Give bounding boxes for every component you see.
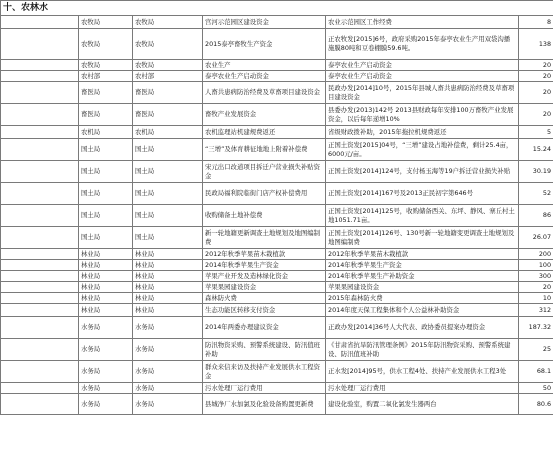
table-row bbox=[1, 271, 553, 282]
unit-cell: 水务局 bbox=[133, 339, 203, 361]
blank-cell bbox=[1, 304, 79, 317]
blank-cell bbox=[1, 260, 79, 271]
amount-cell: 86 bbox=[519, 205, 553, 227]
basis-cell: 《甘肃省抗旱防汛管理条例》2015年防汛物资采购、预警系统建设、防汛值班补助 bbox=[326, 339, 519, 361]
basis-cell: 2012年秋季苹果苗木栽植款 bbox=[326, 249, 519, 260]
table-row bbox=[1, 104, 553, 126]
unit-cell: 林业局 bbox=[133, 282, 203, 293]
amount-cell: 20 bbox=[519, 82, 553, 104]
project-name-cell: 宋元出口改道项目拆迁户营业损失补贴资金 bbox=[203, 161, 326, 183]
unit-cell: 水务局 bbox=[133, 383, 203, 394]
basis-cell: 县委办发(2013)142号 2013县财政每年安排100万畜牧产业发展资金，以后每年递增10% bbox=[326, 104, 519, 126]
table-row bbox=[1, 249, 553, 260]
basis-cell: 正国土资发[2014]124号，支付杨玉海等19户拆迁营业损失补贴 bbox=[326, 161, 519, 183]
table-body bbox=[1, 1, 553, 415]
department-cell: 水务局 bbox=[79, 394, 133, 415]
project-name-cell: 收购储备土地补偿费 bbox=[203, 205, 326, 227]
amount-cell: 26.07 bbox=[519, 227, 553, 249]
table-row bbox=[1, 293, 553, 304]
blank-cell bbox=[1, 383, 79, 394]
project-name-cell: 农业生产 bbox=[203, 60, 326, 71]
blank-cell bbox=[1, 161, 79, 183]
amount-cell: 15.24 bbox=[519, 139, 553, 161]
table-row bbox=[1, 282, 553, 293]
department-cell: 畜医局 bbox=[79, 82, 133, 104]
department-cell: 国土局 bbox=[79, 139, 133, 161]
unit-cell: 林业局 bbox=[133, 249, 203, 260]
basis-cell: 正农牧发[2015]6号，政府采购2015年泰亭农业生产用双袋沟播施膜80吨和豆卷棚膜59.6吨。 bbox=[326, 29, 519, 60]
department-cell: 国土局 bbox=[79, 205, 133, 227]
blank-cell bbox=[1, 394, 79, 415]
blank-cell bbox=[1, 126, 79, 139]
basis-cell: 2014年秋季苹果生产补助资金 bbox=[326, 271, 519, 282]
amount-cell: 200 bbox=[519, 249, 553, 260]
department-cell: 农村部 bbox=[79, 71, 133, 82]
blank-cell bbox=[1, 104, 79, 126]
blank-cell bbox=[1, 60, 79, 71]
table-row bbox=[1, 126, 553, 139]
unit-cell: 林业局 bbox=[133, 293, 203, 304]
basis-cell: 2014年秋季苹果生产资金 bbox=[326, 260, 519, 271]
section-header-row bbox=[1, 1, 553, 16]
department-cell: 水务局 bbox=[79, 339, 133, 361]
basis-cell: 泰亭农业生产启动资金 bbox=[326, 60, 519, 71]
amount-cell: 312 bbox=[519, 304, 553, 317]
table-row bbox=[1, 29, 553, 60]
unit-cell: 农机局 bbox=[133, 126, 203, 139]
project-name-cell: 2015泰亭畜牧生产资金 bbox=[203, 29, 326, 60]
project-name-cell: 县城净厂水加氯及化验设备购置更新费 bbox=[203, 394, 326, 415]
basis-cell: 正国土资发[2015]04号，“三增”建设占地补偿费，剩计25.4亩，6000元/亩。 bbox=[326, 139, 519, 161]
table-row bbox=[1, 304, 553, 317]
basis-cell: 正政办发[2014]36号人大代表、政协委员提案办理资金 bbox=[326, 317, 519, 339]
amount-cell: 20 bbox=[519, 282, 553, 293]
department-cell: 水务局 bbox=[79, 361, 133, 383]
amount-cell: 80.6 bbox=[519, 394, 553, 415]
amount-cell: 20 bbox=[519, 104, 553, 126]
amount-cell: 138 bbox=[519, 29, 553, 60]
unit-cell: 水务局 bbox=[133, 394, 203, 415]
blank-cell bbox=[1, 361, 79, 383]
table-row bbox=[1, 383, 553, 394]
department-cell: 农牧局 bbox=[79, 16, 133, 29]
project-name-cell: 宫河示范园区建设资金 bbox=[203, 16, 326, 29]
table-row bbox=[1, 394, 553, 415]
unit-cell: 国土局 bbox=[133, 183, 203, 205]
project-name-cell: 畜牧产业发展资金 bbox=[203, 104, 326, 126]
project-name-cell: 泰亭农业生产启动资金 bbox=[203, 71, 326, 82]
basis-cell: 污水处理厂运行费用 bbox=[326, 383, 519, 394]
table-row bbox=[1, 317, 553, 339]
project-name-cell: 民政局福利院临街门店产权补偿费用 bbox=[203, 183, 326, 205]
table-row bbox=[1, 139, 553, 161]
project-name-cell: 2012年秋季苹果苗木栽植款 bbox=[203, 249, 326, 260]
basis-cell: 农业示范园区工作经费 bbox=[326, 16, 519, 29]
amount-cell: 10 bbox=[519, 293, 553, 304]
basis-cell: 建设化验室，购置二氧化氯发生器两台 bbox=[326, 394, 519, 415]
unit-cell: 水务局 bbox=[133, 317, 203, 339]
blank-cell bbox=[1, 82, 79, 104]
project-name-cell: 农机监理站机建规费返还 bbox=[203, 126, 326, 139]
department-cell: 水务局 bbox=[79, 383, 133, 394]
unit-cell: 林业局 bbox=[133, 260, 203, 271]
table-row bbox=[1, 339, 553, 361]
blank-cell bbox=[1, 282, 79, 293]
amount-cell: 100 bbox=[519, 260, 553, 271]
basis-cell: 民政办发[2014]10号，2015年县城人畜共患病防治经费及草畜项目建设资金 bbox=[326, 82, 519, 104]
amount-cell: 20 bbox=[519, 60, 553, 71]
blank-cell bbox=[1, 205, 79, 227]
project-name-cell: 森林防火费 bbox=[203, 293, 326, 304]
blank-cell bbox=[1, 227, 79, 249]
department-cell: 国土局 bbox=[79, 227, 133, 249]
amount-cell: 68.1 bbox=[519, 361, 553, 383]
department-cell: 农牧局 bbox=[79, 60, 133, 71]
basis-cell: 2015年森林防火费 bbox=[326, 293, 519, 304]
department-cell: 国土局 bbox=[79, 183, 133, 205]
unit-cell: 国土局 bbox=[133, 227, 203, 249]
unit-cell: 国土局 bbox=[133, 205, 203, 227]
basis-cell: 正国土资发[2014]167号及2013正民初字第646号 bbox=[326, 183, 519, 205]
table-row bbox=[1, 205, 553, 227]
unit-cell: 农牧局 bbox=[133, 29, 203, 60]
department-cell: 林业局 bbox=[79, 304, 133, 317]
amount-cell: 300 bbox=[519, 271, 553, 282]
project-name-cell: 新一轮地籍更新调查土地规划及地图编制费 bbox=[203, 227, 326, 249]
amount-cell: 5 bbox=[519, 126, 553, 139]
amount-cell: 25 bbox=[519, 339, 553, 361]
department-cell: 林业局 bbox=[79, 293, 133, 304]
table-row bbox=[1, 16, 553, 29]
table-row bbox=[1, 161, 553, 183]
project-name-cell: 污水处理厂运行费用 bbox=[203, 383, 326, 394]
department-cell: 农机局 bbox=[79, 126, 133, 139]
blank-cell bbox=[1, 271, 79, 282]
department-cell: 林业局 bbox=[79, 282, 133, 293]
blank-cell bbox=[1, 339, 79, 361]
unit-cell: 农牧局 bbox=[133, 16, 203, 29]
blank-cell bbox=[1, 29, 79, 60]
blank-cell bbox=[1, 317, 79, 339]
amount-cell: 50 bbox=[519, 383, 553, 394]
blank-cell bbox=[1, 293, 79, 304]
blank-cell bbox=[1, 71, 79, 82]
amount-cell: 8 bbox=[519, 16, 553, 29]
department-cell: 国土局 bbox=[79, 161, 133, 183]
project-name-cell: 苹果产业开发及造林绿化资金 bbox=[203, 271, 326, 282]
table-row bbox=[1, 60, 553, 71]
table-row bbox=[1, 361, 553, 383]
blank-cell bbox=[1, 139, 79, 161]
unit-cell: 林业局 bbox=[133, 304, 203, 317]
unit-cell: 水务局 bbox=[133, 361, 203, 383]
department-cell: 水务局 bbox=[79, 317, 133, 339]
blank-cell bbox=[1, 183, 79, 205]
project-name-cell: 生态功能区转移支付资金 bbox=[203, 304, 326, 317]
department-cell: 林业局 bbox=[79, 271, 133, 282]
project-name-cell: 群众来信来访及扶持产业发展供水工程资金 bbox=[203, 361, 326, 383]
basis-cell: 正国土资发[2014]126号、130号新一轮地籍变更调查土地规划及地图编制费 bbox=[326, 227, 519, 249]
table-row bbox=[1, 227, 553, 249]
basis-cell: 2014年度天保工程集体和个人公益林补助资金 bbox=[326, 304, 519, 317]
project-name-cell: “三增”及体育耕征地地上附着补偿费 bbox=[203, 139, 326, 161]
project-name-cell: 防汛物资采购、预警系统建设、防汛值班补助 bbox=[203, 339, 326, 361]
table-row bbox=[1, 183, 553, 205]
blank-cell bbox=[1, 16, 79, 29]
table-row bbox=[1, 260, 553, 271]
basis-cell: 苹果果园建设资金 bbox=[326, 282, 519, 293]
unit-cell: 农村部 bbox=[133, 71, 203, 82]
blank-cell bbox=[1, 249, 79, 260]
basis-cell: 正水发[2014]95号，供水工程4处、扶持产业发展供水工程3处 bbox=[326, 361, 519, 383]
unit-cell: 林业局 bbox=[133, 271, 203, 282]
amount-cell: 20 bbox=[519, 71, 553, 82]
project-name-cell: 2014年秋季苹果生产资金 bbox=[203, 260, 326, 271]
table-row bbox=[1, 71, 553, 82]
unit-cell: 国土局 bbox=[133, 161, 203, 183]
department-cell: 林业局 bbox=[79, 260, 133, 271]
unit-cell: 畜医局 bbox=[133, 104, 203, 126]
unit-cell: 农牧局 bbox=[133, 60, 203, 71]
amount-cell: 52 bbox=[519, 183, 553, 205]
amount-cell: 30.19 bbox=[519, 161, 553, 183]
department-cell: 林业局 bbox=[79, 249, 133, 260]
unit-cell: 国土局 bbox=[133, 139, 203, 161]
unit-cell: 畜医局 bbox=[133, 82, 203, 104]
basis-cell: 省级财政拨补助，2015年拖拉机规费返还 bbox=[326, 126, 519, 139]
department-cell: 畜医局 bbox=[79, 104, 133, 126]
department-cell: 农牧局 bbox=[79, 29, 133, 60]
table-row bbox=[1, 82, 553, 104]
project-name-cell: 人畜共患病防治经费及草畜项目建设资金 bbox=[203, 82, 326, 104]
amount-cell: 187.32 bbox=[519, 317, 553, 339]
basis-cell: 泰亭农业生产启动资金 bbox=[326, 71, 519, 82]
project-name-cell: 2014年两委办理建议资金 bbox=[203, 317, 326, 339]
basis-cell: 正国土资发[2014]125号，收购储备西关、东坪、静风、寨丘村土地1051.71亩。 bbox=[326, 205, 519, 227]
section-title: 十、农林水 bbox=[1, 1, 553, 16]
project-name-cell: 苹果果园建设资金 bbox=[203, 282, 326, 293]
